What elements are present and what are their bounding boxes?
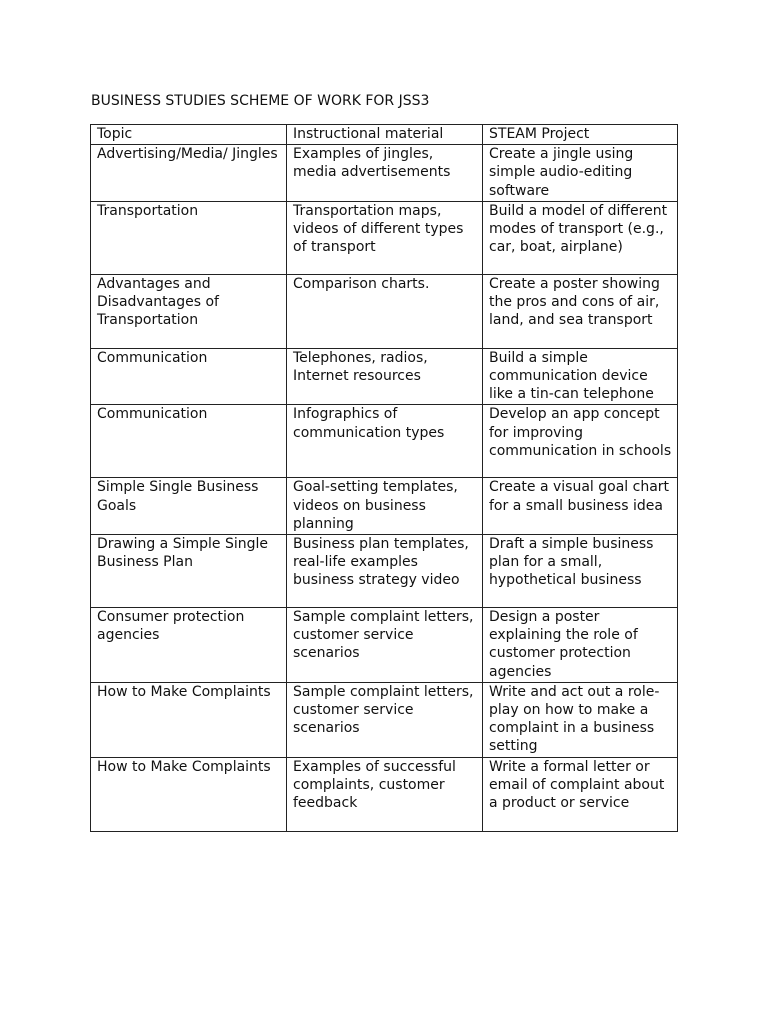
- cell-material: Comparison charts.: [287, 274, 483, 348]
- cell-project: Create a jingle using simple audio-editing software: [483, 145, 678, 202]
- table-row: [91, 535, 678, 608]
- cell-material: Sample complaint letters, customer service scenarios: [287, 608, 483, 683]
- cell-topic: Simple Single Business Goals: [91, 478, 287, 535]
- cell-topic: Drawing a Simple Single Business Plan: [91, 535, 287, 608]
- table-row: [91, 608, 678, 683]
- cell-topic: Communication: [91, 405, 287, 478]
- table-row: [91, 201, 678, 274]
- cell-material: Goal-setting templates, videos on business planning: [287, 478, 483, 535]
- cell-topic: Communication: [91, 348, 287, 405]
- table-row: [91, 274, 678, 348]
- scheme-of-work-table: [90, 124, 678, 832]
- cell-project: Create a visual goal chart for a small business idea: [483, 478, 678, 535]
- cell-topic: Transportation: [91, 201, 287, 274]
- table-row: [91, 478, 678, 535]
- table-header-row: [91, 125, 678, 145]
- cell-topic: Consumer protection agencies: [91, 608, 287, 683]
- header-steam-project: STEAM Project: [483, 125, 678, 145]
- cell-material: Sample complaint letters, customer service scenarios: [287, 682, 483, 757]
- cell-project: Develop an app concept for improving communication in schools: [483, 405, 678, 478]
- cell-material: Examples of successful complaints, customer feedback: [287, 757, 483, 831]
- cell-project: Create a poster showing the pros and cons of air, land, and sea transport: [483, 274, 678, 348]
- table-row: [91, 145, 678, 202]
- table-row: [91, 682, 678, 757]
- table-row: [91, 405, 678, 478]
- cell-material: Telephones, radios, Internet resources: [287, 348, 483, 405]
- cell-project: Build a simple communication device like a tin-can telephone: [483, 348, 678, 405]
- page-title: BUSINESS STUDIES SCHEME OF WORK FOR JSS3: [91, 93, 430, 109]
- cell-topic: How to Make Complaints: [91, 682, 287, 757]
- header-topic: Topic: [91, 125, 287, 145]
- cell-topic: How to Make Complaints: [91, 757, 287, 831]
- cell-topic: Advantages and Disadvantages of Transportation: [91, 274, 287, 348]
- header-instructional-material: Instructional material: [287, 125, 483, 145]
- cell-material: Infographics of communication types: [287, 405, 483, 478]
- cell-topic: Advertising/Media/ Jingles: [91, 145, 287, 202]
- cell-material: Business plan templates, real-life examples business strategy video: [287, 535, 483, 608]
- cell-project: Design a poster explaining the role of customer protection agencies: [483, 608, 678, 683]
- cell-project: Build a model of different modes of transport (e.g., car, boat, airplane): [483, 201, 678, 274]
- table-row: [91, 757, 678, 831]
- cell-project: Draft a simple business plan for a small, hypothetical business: [483, 535, 678, 608]
- cell-project: Write and act out a role-play on how to make a complaint in a business setting: [483, 682, 678, 757]
- cell-project: Write a formal letter or email of complaint about a product or service: [483, 757, 678, 831]
- cell-material: Examples of jingles, media advertisements: [287, 145, 483, 202]
- cell-material: Transportation maps, videos of different types of transport: [287, 201, 483, 274]
- table-row: [91, 348, 678, 405]
